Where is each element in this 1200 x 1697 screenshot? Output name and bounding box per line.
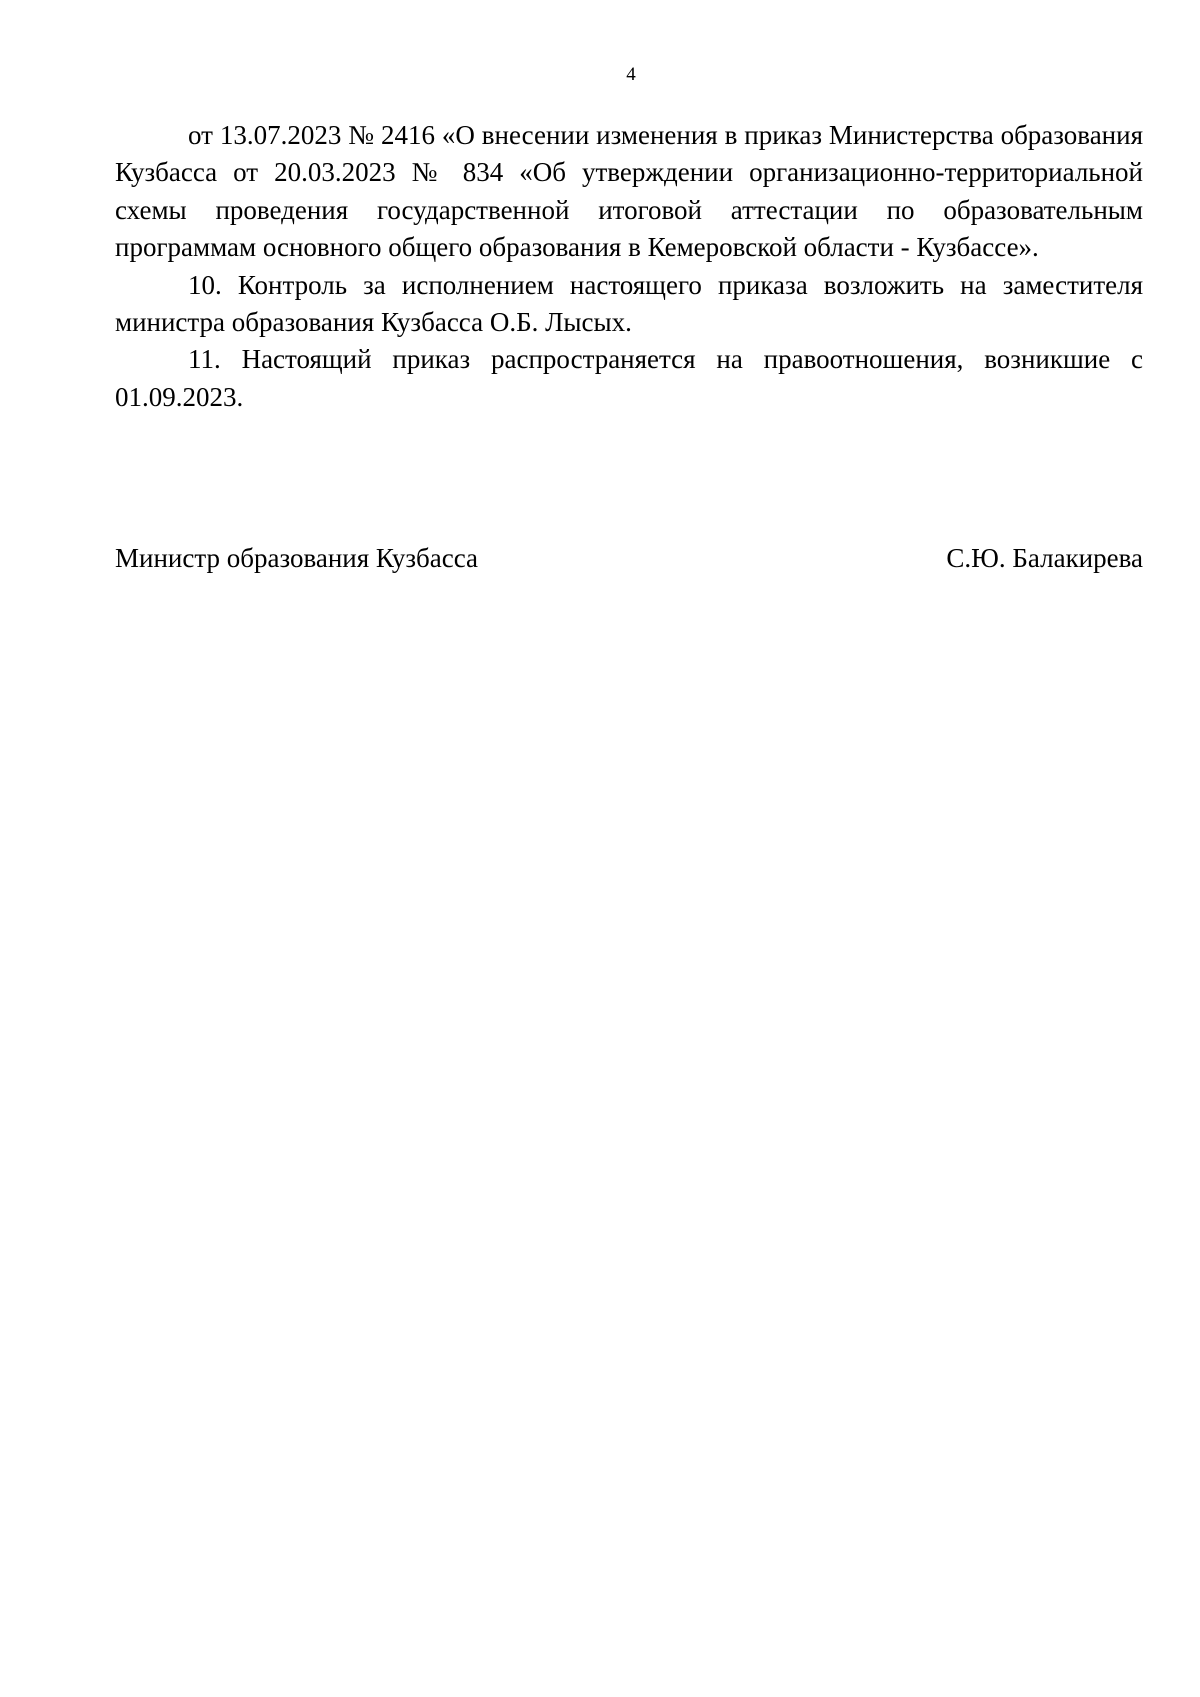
signature-block — [115, 540, 1143, 577]
paragraph-item-10: 10. Контроль за исполнением настоящего приказа возложить на заместителя министра образования Кузбасса О.Б. Лысых. — [115, 269, 1143, 338]
paragraph-continuation: от 13.07.2023 № 2416 «О внесении изменения в приказ Министерства образования Кузбасса от 20.03.2023 № 834 «Об утверждении организационно-территориальной схемы проведения государственной итоговой аттестации по образовательным программам основного общего образования в Кемеровской области - Кузбассе». — [115, 120, 1143, 263]
signatory-position: Министр образования Кузбасса — [115, 543, 479, 573]
signatory-name: С.Ю. Балакирева — [946, 543, 1143, 573]
page-number: 4 — [626, 64, 636, 85]
document-body — [115, 117, 1143, 416]
paragraph-item-11: 11. Настоящий приказ распространяется на правоотношения, возникшие с 01.09.2023. — [115, 344, 1143, 412]
